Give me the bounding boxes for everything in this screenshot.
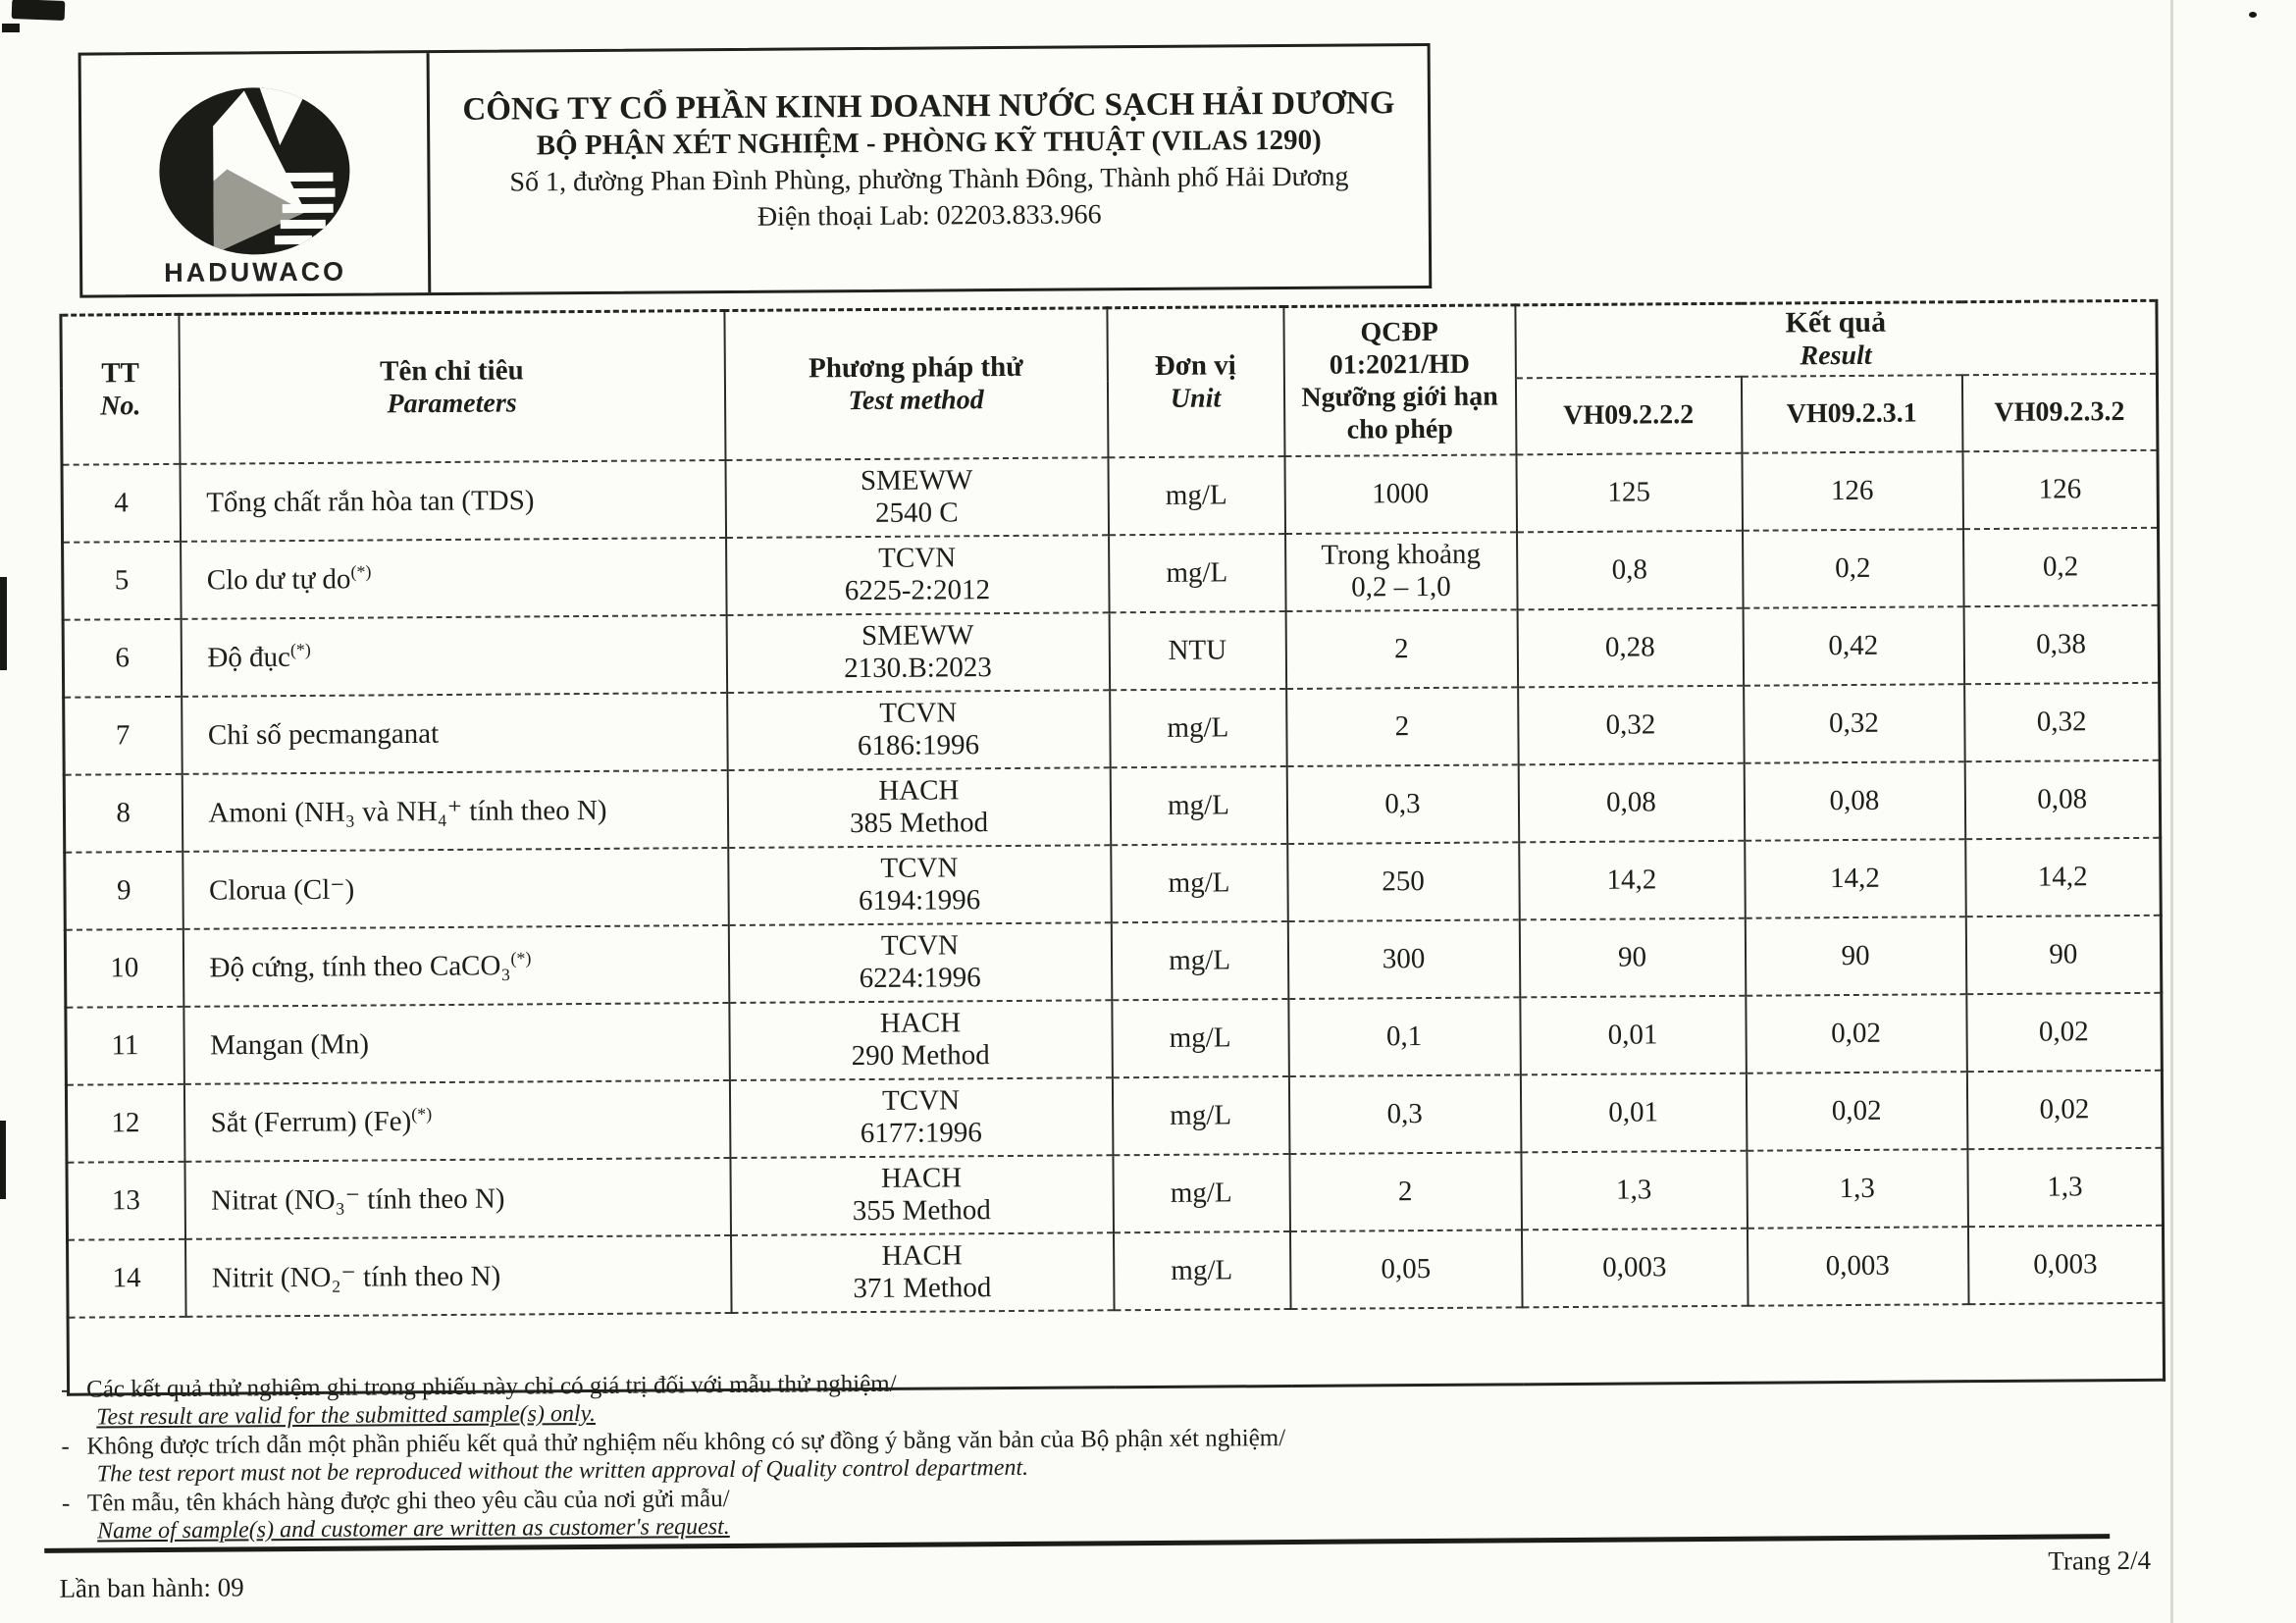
col-header-unit-vi: Đơn vị [1154,349,1236,383]
parameter-name: Clorua (Cl⁻) [183,847,729,928]
col-header-result-en: Result [1800,340,1872,372]
unit: mg/L [1110,689,1287,767]
result-value: 0,01 [1520,1073,1747,1152]
note-bullet: - [60,1376,70,1403]
footnote-english: The test report must not be reproduced without the written approval of Quality control department. [96,1454,1029,1488]
table-row [63,604,2160,697]
parameter-name: Độ đục(*) [181,614,727,696]
allowed-limit: 250 [1287,842,1520,921]
row-number: 7 [64,696,183,774]
result-value: 0,02 [1966,992,2163,1071]
row-number: 6 [63,618,182,697]
result-value: 125 [1516,452,1743,532]
col-header-unit [1107,307,1284,457]
page-number: Trang 2/4 [2048,1544,2152,1576]
col-header-no-en: No. [100,391,141,422]
result-value: 0,42 [1743,606,1964,686]
row-number: 12 [66,1083,184,1162]
result-value: 14,2 [1745,839,1966,918]
row-number: 14 [68,1238,186,1317]
unit: mg/L [1108,456,1285,535]
col-header-limit-threshold: Ngưỡng giới hạn cho phép [1301,381,1498,445]
result-value: 1,3 [1521,1150,1748,1230]
parameter-name: Nitrat (NO₃⁻ tính theo N) [184,1157,731,1238]
table-row [66,1070,2163,1162]
result-value: 0,01 [1520,995,1747,1074]
table-row [65,915,2162,1007]
allowed-limit: 0,1 [1288,997,1521,1076]
result-value: 90 [1745,916,1966,996]
parameter-name: Tổng chất rắn hòa tan (TDS) [180,460,726,542]
unit: mg/L [1112,1076,1289,1155]
test-method: TCVN 6177:1996 [729,1077,1113,1158]
table-row [63,527,2160,619]
allowed-limit: 300 [1287,919,1520,999]
test-method: TCVN 6194:1996 [728,845,1112,925]
result-value: 0,02 [1966,1070,2163,1148]
col-header-no [61,314,180,464]
test-method: SMEWW 2540 C [725,457,1109,538]
parameter-name: Chỉ số pecmanganat [182,692,728,773]
test-method: TCVN 6224:1996 [728,922,1112,1003]
table-row [62,449,2159,542]
note-bullet: - [61,1490,71,1517]
col-header-parameters-en: Parameters [387,388,517,420]
test-method: SMEWW 2130.B:2023 [726,612,1110,693]
parameter-name: Sắt (Ferrum) (Fe)(*) [183,1079,730,1161]
result-value: 0,2 [1963,527,2160,605]
footnote-item [62,1478,1671,1545]
note-bullet: - [61,1433,70,1460]
col-header-limit-standard: QCĐP 01:2021/HD [1329,316,1470,381]
issue-number: Lần ban hành: 09 [59,1572,244,1603]
sample-column-header-2: VH09.2.3.1 [1741,375,1962,453]
result-value: 0,2 [1743,529,1964,608]
parameter-name: Clo dư tự do(*) [181,537,727,618]
test-method: TCVN 6186:1996 [727,690,1111,770]
test-method: TCVN 6225-2:2012 [726,535,1110,615]
result-value: 90 [1519,917,1746,997]
unit: mg/L [1112,999,1289,1077]
footnote-vietnamese: Các kết quả thử nghiệm ghi trong phiếu này chỉ có giá trị đối với mẫu thử nghiệm/ [85,1370,897,1403]
result-value: 0,08 [1964,759,2161,838]
allowed-limit: 0,3 [1288,1074,1521,1154]
result-value: 90 [1965,915,2162,993]
lab-phone: Điện thoại Lab: 02203.833.966 [757,199,1102,233]
col-header-parameters-vi: Tên chỉ tiêu [379,354,524,388]
unit: mg/L [1111,844,1288,922]
sample-column-header-3: VH09.2.3.2 [1961,373,2158,450]
company-address: Số 1, đường Phan Đình Phùng, phường Thành Đông, Thành phố Hải Dương [509,161,1349,198]
allowed-limit: 2 [1289,1152,1522,1231]
result-value: 14,2 [1519,840,1746,919]
result-value: 126 [1962,449,2159,528]
result-value: 0,02 [1746,1072,1967,1151]
table-row [67,1147,2164,1239]
sample-column-header-1: VH09.2.2.2 [1515,376,1742,454]
col-header-method [724,308,1108,460]
test-method: HACH 385 Method [727,767,1111,848]
parameter-name: Nitrit (NO₂⁻ tính theo N) [185,1234,732,1316]
result-value: 0,02 [1746,994,1967,1073]
table-row [68,1225,2165,1317]
logo-text: HADUWACO [164,256,347,288]
report-letterhead [78,43,1433,298]
col-header-limit [1283,305,1516,456]
result-value: 0,08 [1518,762,1745,842]
haduwaco-logo-icon [156,86,353,256]
test-method: HACH 290 Method [729,1000,1113,1080]
row-number: 8 [64,773,183,852]
result-value: 0,003 [1521,1228,1748,1307]
table-row [64,682,2161,774]
footnote-vietnamese: Tên mẫu, tên khách hàng được ghi theo yêu cầu của nơi gửi mẫu/ [86,1485,730,1517]
results-table [59,299,2166,1396]
col-header-method-en: Test method [848,385,984,417]
parameter-name: Mangan (Mn) [183,1002,730,1083]
result-value: 1,3 [1747,1149,1968,1229]
row-number: 13 [67,1161,185,1239]
footnote-vietnamese: Không được trích dẫn một phần phiếu kết quả thử nghiệm nếu không có sự đồng ý bằng văn bản của Bộ phận xét nghiệm/ [86,1425,1286,1460]
allowed-limit: 0,05 [1289,1230,1522,1309]
col-header-method-vi: Phương pháp thử [808,351,1023,385]
allowed-limit: 0,3 [1286,764,1519,844]
result-value: 0,8 [1517,530,1744,609]
result-value: 0,28 [1517,607,1744,687]
result-value: 0,32 [1518,685,1745,764]
result-value: 126 [1742,451,1963,531]
unit: mg/L [1111,921,1288,1000]
table-row [64,759,2161,852]
table-row [65,837,2162,929]
department-name: BỘ PHẬN XÉT NGHIỆM - PHÒNG KỸ THUẬT (VILAS 1290) [536,124,1322,162]
col-header-parameters [179,311,725,464]
result-value: 0,32 [1964,682,2161,760]
parameter-name: Amoni (NH₃ và NH₄⁺ tính theo N) [182,769,728,851]
result-value: 0,38 [1963,604,2160,683]
row-number: 5 [63,541,182,619]
allowed-limit: 2 [1285,609,1518,689]
parameter-name: Độ cứng, tính theo CaCO₃(*) [183,924,729,1006]
allowed-limit: Trong khoảng 0,2 – 1,0 [1285,532,1518,611]
col-header-result-vi: Kết quả [1785,305,1887,340]
result-value: 0,003 [1967,1225,2164,1303]
test-method: HACH 355 Method [730,1155,1114,1235]
allowed-limit: 2 [1286,687,1519,766]
table-row [66,992,2163,1084]
row-number: 11 [66,1006,184,1084]
result-value: 0,08 [1744,761,1965,841]
col-header-result [1515,300,2158,378]
footnote-english: Test result are valid for the submitted sample(s) only. [96,1400,597,1431]
result-value: 0,32 [1744,684,1965,763]
unit: mg/L [1113,1231,1290,1310]
row-number: 9 [65,851,183,929]
footnotes [61,1364,1671,1545]
row-number: 10 [65,928,183,1007]
result-value: 14,2 [1965,837,2162,916]
row-number: 4 [62,463,181,542]
result-value: 0,003 [1747,1227,1968,1306]
company-logo [81,53,432,294]
col-header-unit-en: Unit [1170,383,1222,415]
unit: mg/L [1109,534,1286,612]
unit: NTU [1109,611,1286,690]
company-name: CÔNG TY CỔ PHẦN KINH DOANH NƯỚC SẠCH HẢI DƯƠNG [462,85,1395,128]
col-header-no-vi: TT [101,357,140,390]
result-value: 1,3 [1967,1147,2164,1226]
letterhead-text [430,46,1430,292]
unit: mg/L [1110,766,1287,845]
unit: mg/L [1113,1154,1290,1232]
footnote-english: Name of sample(s) and customer are written as customer's request. [97,1513,730,1544]
allowed-limit: 1000 [1284,454,1517,534]
test-method: HACH 371 Method [731,1232,1115,1313]
